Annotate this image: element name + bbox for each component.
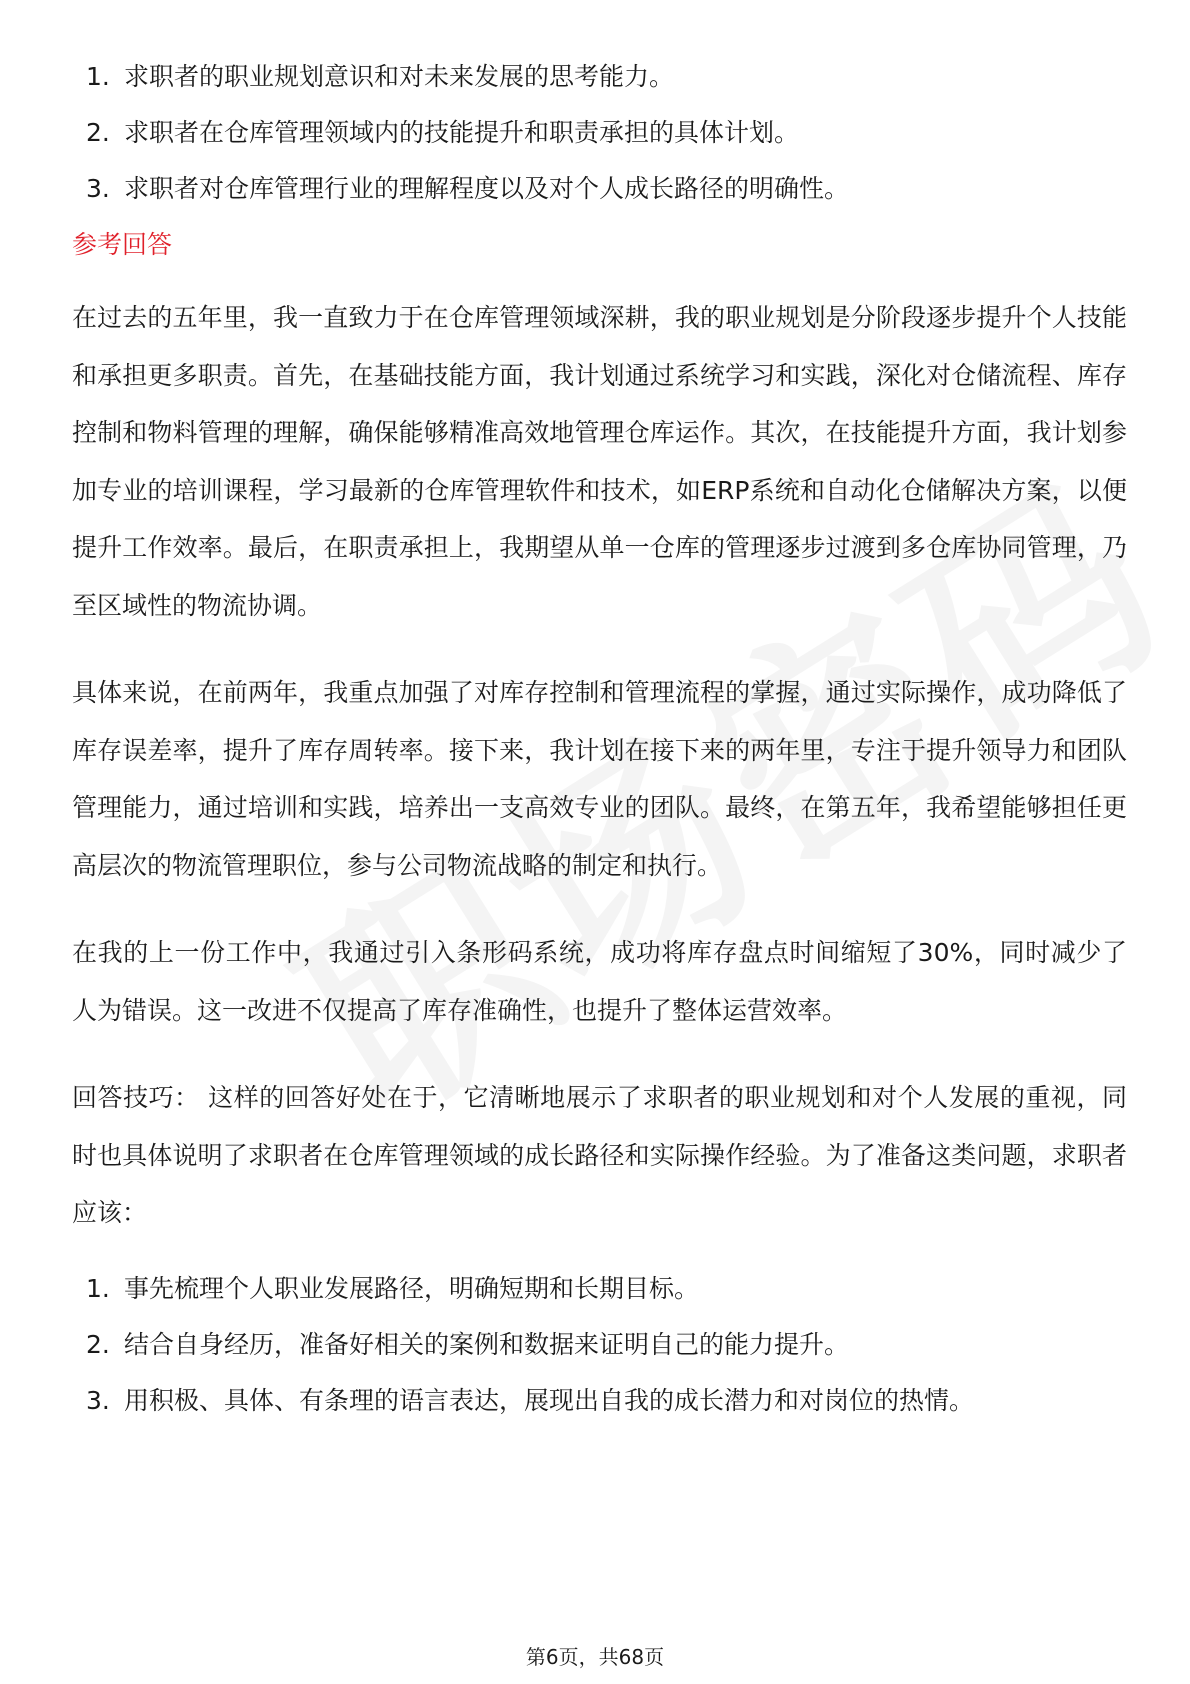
list-item-number: 3. [86, 174, 110, 203]
list-item [72, 172, 1127, 205]
list-item [72, 1328, 1127, 1361]
page-number: 第6页，共68页 [525, 1645, 665, 1669]
answer-paragraph: 在我的上一份工作中，我通过引入条形码系统，成功将库存盘点时间缩短了30%，同时减少了人为错误。这一改进不仅提高了库存准确性，也提升了整体运营效率。 [72, 938, 1127, 1025]
answer-paragraph: 在过去的五年里，我一直致力于在仓库管理领域深耕，我的职业规划是分阶段逐步提升个人技能和承担更多职责。首先，在基础技能方面，我计划通过系统学习和实践，深化对仓储流程、库存控制和物料管理的理解，确保能够精准高效地管理仓库运作。其次，在技能提升方面，我计划参加专业的培训课程，学习最新的仓库管理软件和技术，如ERP系统和自动化仓储解决方案，以便提升工作效率。最后，在职责承担上，我期望从单一仓库的管理逐步过渡到多仓库协同管理，乃至区域性的物流协调。 [72, 303, 1127, 620]
list-item [72, 1384, 1127, 1417]
list-item-number: 3. [86, 1385, 110, 1415]
criteria-list [72, 60, 1127, 205]
list-item [72, 116, 1127, 149]
list-item-number: 2. [86, 1329, 110, 1359]
list-item-text: 结合自身经历，准备好相关的案例和数据来证明自己的能力提升。 [124, 1329, 850, 1359]
list-item-number: 1. [86, 62, 110, 91]
list-item-text: 事先梳理个人职业发展路径，明确短期和长期目标。 [124, 1273, 700, 1303]
list-item-text: 求职者在仓库管理领域内的技能提升和职责承担的具体计划。 [124, 118, 800, 147]
section-heading: 参考回答 [72, 230, 173, 259]
list-item-number: 2. [86, 118, 110, 147]
list-item-text: 用积极、具体、有条理的语言表达，展现出自我的成长潜力和对岗位的热情。 [124, 1385, 975, 1415]
list-item [72, 60, 1127, 93]
tips-paragraph: 回答技巧： 这样的回答好处在于，它清晰地展示了求职者的职业规划和对个人发展的重视，同时也具体说明了求职者在仓库管理领域的成长路径和实际操作经验。为了准备这类问题，求职者应该： [72, 1083, 1127, 1227]
list-item [72, 1272, 1127, 1305]
answer-paragraph: 具体来说，在前两年，我重点加强了对库存控制和管理流程的掌握，通过实际操作，成功降低了库存误差率，提升了库存周转率。接下来，我计划在接下来的两年里，专注于提升领导力和团队管理能力，通过培训和实践，培养出一支高效专业的团队。最终，在第五年，我希望能够担任更高层次的物流管理职位，参与公司物流战略的制定和执行。 [72, 678, 1127, 880]
page-content [72, 60, 1127, 1440]
list-item-text: 求职者的职业规划意识和对未来发展的思考能力。 [124, 62, 675, 91]
list-item-text: 求职者对仓库管理行业的理解程度以及对个人成长路径的明确性。 [124, 174, 850, 203]
list-item-number: 1. [86, 1273, 110, 1303]
preparation-list [72, 1272, 1127, 1417]
